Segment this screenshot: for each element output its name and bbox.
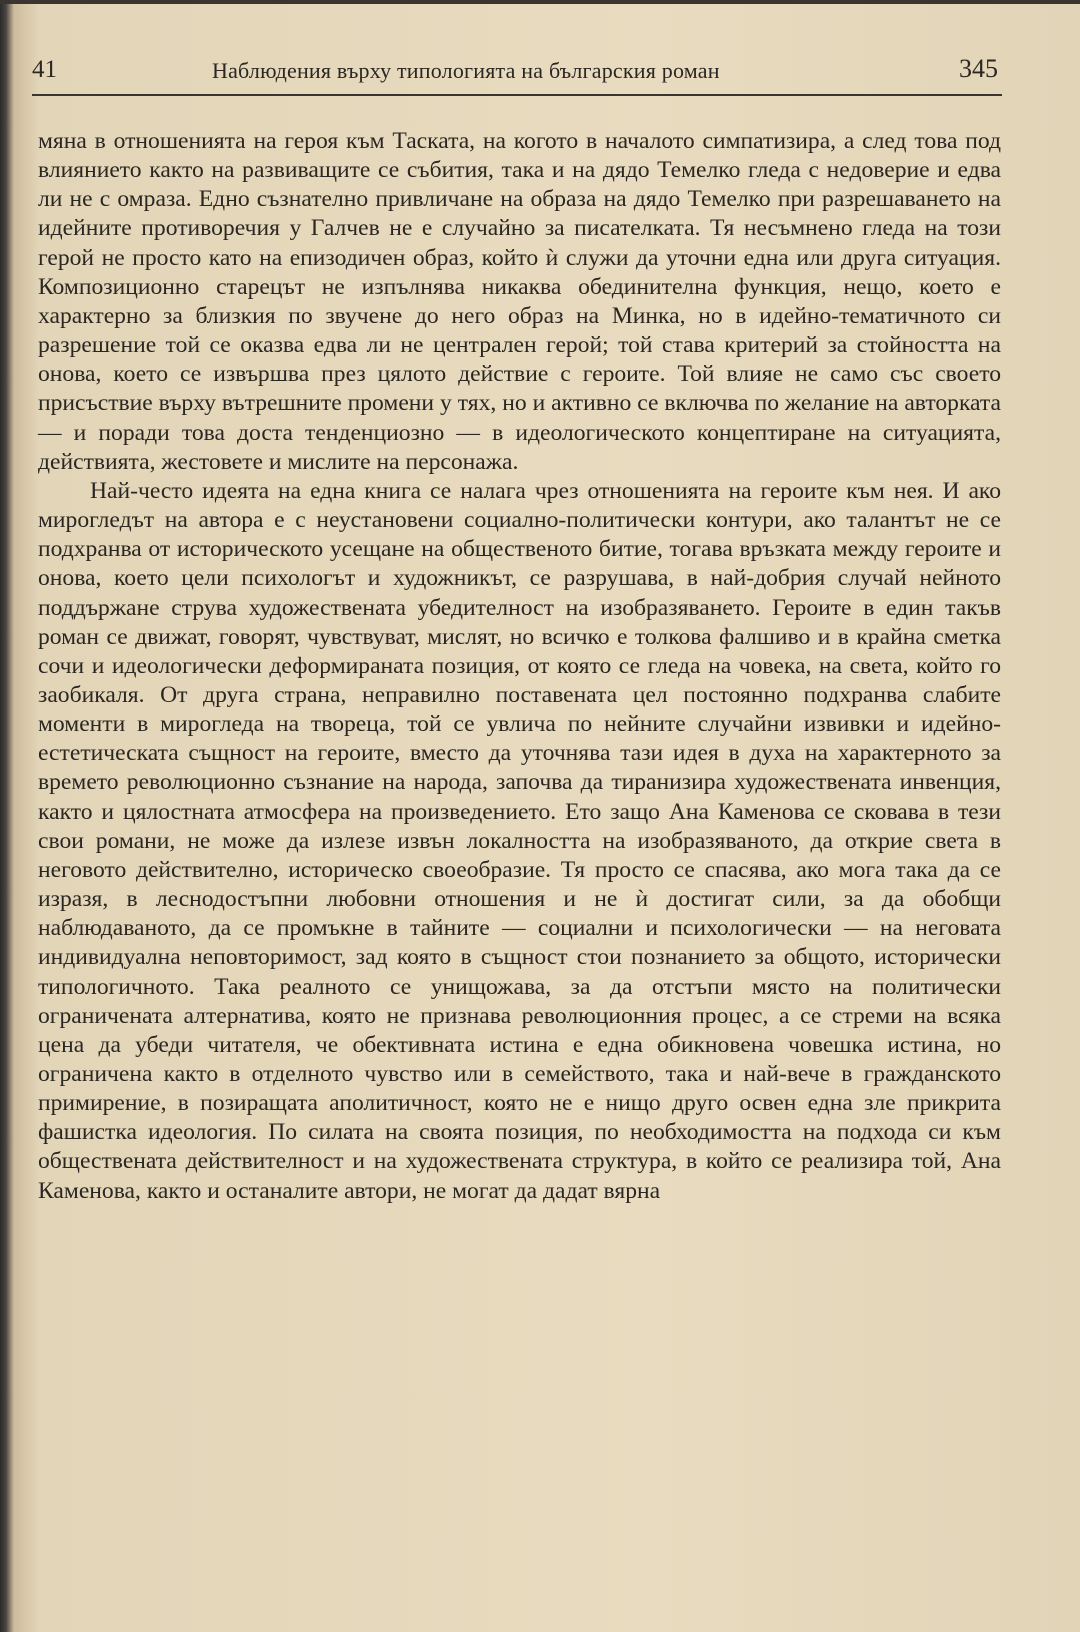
paragraph-1: мяна в отношенията на героя към Таската, на когото в началото симпатизира, а след това под влиянието както на развиващите се събития, така и на дядо Темелко гледа с недоверие и едва ли не с омраза. Едно съзнателно привличане на образа на дядо Темелко при разрешаването на идейните противоречия у Галчев не е случайно за писателката. Тя несъмнено гледа на този герой не просто като на епизодичен образ, който ѝ служи да уточни една или друга ситуация. Композиционно старецът не изпълнява никаква обединителна функция, нещо, което е характерно за близкия по звучене до него образ на Минка, но в идейно-тематичното си разрешение той се оказва едва ли не централен герой; той става критерий за стойността на онова, което се извършва през цялото действие с героите. Той влияе не само със своето присъствие върху вътрешните промени у тях, но и активно се включва по желание на авторката — и поради това доста тенденциозно — в идеологическото концептиране на ситуацията, действията, жестовете и мислите на персонажа. xyxy=(38,128,1001,475)
page-number: 345 xyxy=(959,54,998,83)
paragraph-2: Най-често идеята на една книга се налага чрез отношенията на героите към нея. И ако мирогледът на автора е с неустановени социално-политически контури, ако талантът не се подхранва от историческото усещане на общественото битие, тогава връзката между героите и онова, което цели психологът и художникът, се разрушава, в най-добрия случай нейното поддържане струва художествената убедителност на изобразяването. Героите в един такъв роман се движат, говорят, чувствуват, мислят, но всичко е толкова фалшиво и в крайна сметка сочи и идеологически деформираната позиция, от която се гледа на човека, на света, който го заобикаля. От друга страна, неправилно поставената цел постоянно подхранва слабите моменти в мирогледа на твореца, той се увлича по нейните случайни извивки и идейно-естетическата същност на героите, вместо да уточнява тази идея в духа на характерното за времето революционно съзнание на народа, започва да тиранизира художествената инвенция, както и цялостната атмосфера на произведението. Ето защо Ана Каменова се сковава в тези свои романи, не може да излезе извън локалността на изобразяваното, да открие света в неговото действително, историческо своеобразие. Тя просто се спасява, ако мога така да се изразя, в леснодостъпни любовни отношения и не ѝ достигат сили, за да обобщи наблюдаваното, да се промъкне в тайните — социални и психологически — на неговата индивидуална неповторимост, зад която в същност стои познанието за общото, исторически типологичното. Така реалното се унищожава, за да отстъпи място на политически ограничената алтернатива, която не признава революционния процес, а се стреми на всяка цена да убеди читателя, че обективната истина е една обикновена човешка истина, но ограничена както в отделното чувство или в семейството, така и най-вече в гражданското примирение, в позиращата аполитичност, която не е нищо друго освен една зле прикрита фашистка идеология. По силата на своята позиция, по необходимостта на подхода си към обществената действителност и на художествената структура, в който се реализира той, Ана Каменова, както и останалите автори, не могат да дадат вярна xyxy=(38,477,1001,1204)
running-header xyxy=(32,54,1002,96)
left-page-number: 41 xyxy=(32,56,57,83)
running-title: Наблюдения върху типологията на българския роман xyxy=(212,58,720,83)
page-body xyxy=(38,127,1001,1206)
